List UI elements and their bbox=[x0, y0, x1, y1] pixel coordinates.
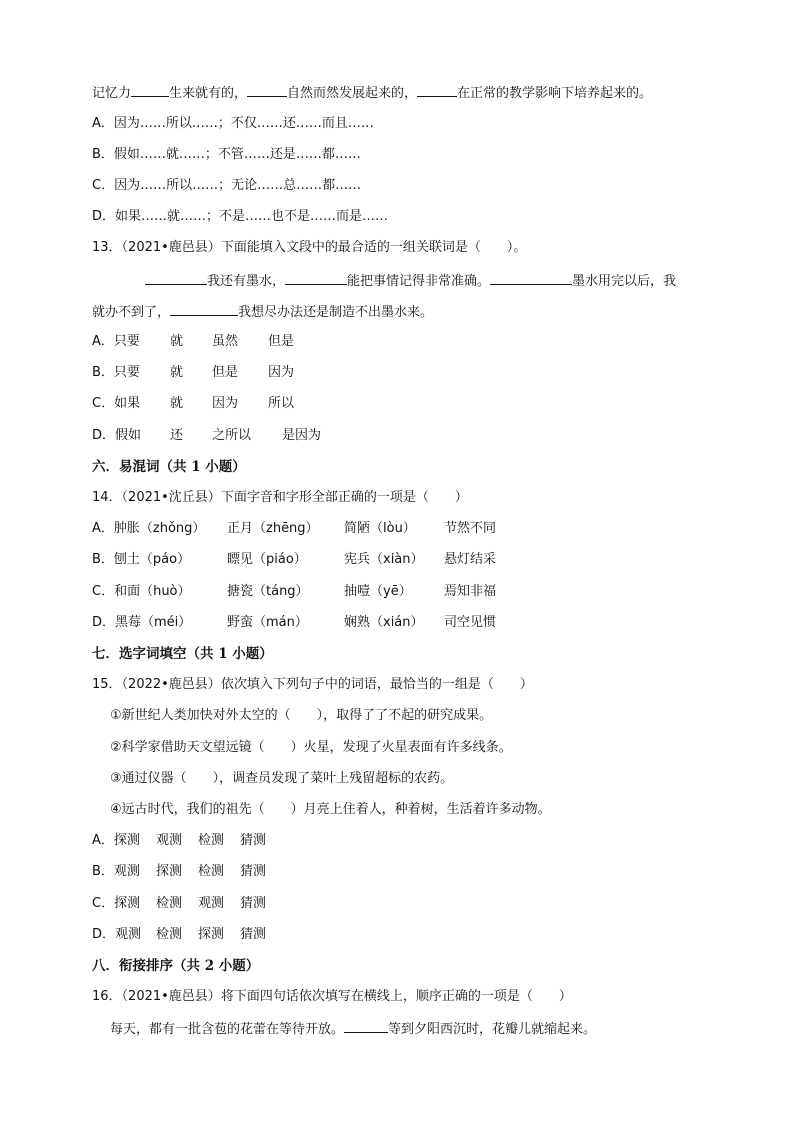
q13-passage-line-1 bbox=[145, 271, 676, 291]
option-word: 探测 bbox=[156, 864, 183, 879]
passage-text: 我还有墨水， bbox=[207, 274, 286, 289]
q13-header bbox=[92, 239, 526, 257]
question-number: 14． bbox=[92, 490, 122, 505]
question-prompt: 将下面四句话依次填写在横线上，顺序正确的一项是（ ） bbox=[220, 989, 572, 1004]
q15-sentence-4: ④远古时代，我们的祖先（ ）月亮上住着人，种着树，生活着许多动物。 bbox=[110, 802, 551, 817]
option-word: 观测 bbox=[156, 833, 183, 848]
answer-blank[interactable] bbox=[170, 302, 238, 316]
option-item: C．和面（huò） bbox=[92, 584, 191, 599]
option-word: 就 bbox=[170, 396, 184, 411]
question-source: （2021•鹿邑县） bbox=[121, 989, 221, 1004]
q14-header bbox=[92, 489, 468, 507]
q12-option-c[interactable]: C．因为……所以……；无论……总……都…… bbox=[92, 178, 362, 193]
option-item: B．刨土（páo） bbox=[92, 552, 191, 567]
passage-text: 等到夕阳西沉时，花瓣儿就缩起来。 bbox=[388, 1022, 597, 1037]
q12-stem-part: 在正常的教学影响下培养起来的。 bbox=[457, 86, 653, 101]
option-item: D．黑莓（méi） bbox=[92, 615, 192, 630]
option-word: B．只要 bbox=[92, 365, 140, 380]
q15-sentence-3: ③通过仪器（ ），调查员发现了菜叶上残留超标的农药。 bbox=[110, 771, 454, 786]
question-prompt: 下面字音和字形全部正确的一项是（ ） bbox=[220, 490, 468, 505]
option-item: 搪瓷（táng） bbox=[227, 584, 309, 599]
option-item: 娴熟（xián） bbox=[344, 615, 424, 630]
q12-option-b[interactable]: B．假如……就……；不管……还是……都…… bbox=[92, 147, 361, 162]
option-word: 因为 bbox=[268, 365, 295, 380]
question-source: （2021•沈丘县） bbox=[121, 490, 221, 505]
option-word: 但是 bbox=[268, 334, 295, 349]
answer-blank[interactable] bbox=[285, 271, 347, 285]
section-title-6: 六．易混词（共 1 小题） bbox=[92, 459, 246, 475]
section-title-8: 八．衔接排序（共 2 小题） bbox=[92, 958, 260, 974]
option-item: 野蛮（mán） bbox=[227, 615, 308, 630]
question-prompt: 依次填入下列句子中的词语，最恰当的一组是（ ） bbox=[220, 677, 533, 692]
option-word: A．只要 bbox=[92, 334, 140, 349]
option-word: 所以 bbox=[268, 396, 295, 411]
question-number: 15． bbox=[92, 677, 122, 692]
q15-sentence-1: ①新世纪人类加快对外太空的（ ），取得了了不起的研究成果。 bbox=[110, 708, 493, 723]
answer-blank[interactable] bbox=[131, 83, 169, 97]
q12-stem bbox=[92, 83, 652, 103]
answer-blank[interactable] bbox=[344, 1019, 388, 1033]
option-word: 检测 bbox=[156, 927, 183, 942]
q12-option-d[interactable]: D．如果……就……；不是……也不是……而是…… bbox=[92, 209, 389, 224]
q15-sentence-2: ②科学家借助天文望远镜（ ）火星，发现了火星表面有许多线条。 bbox=[110, 740, 512, 755]
answer-blank[interactable] bbox=[490, 271, 572, 285]
option-word: D．观测 bbox=[92, 927, 142, 942]
option-item: 瞟见（piáo） bbox=[227, 552, 307, 567]
answer-blank[interactable] bbox=[247, 83, 287, 97]
q16-passage bbox=[110, 1019, 596, 1039]
option-word: 但是 bbox=[212, 365, 239, 380]
option-word: B．观测 bbox=[92, 864, 140, 879]
passage-text: 每天，都有一批含苞的花蕾在等待开放。 bbox=[110, 1022, 345, 1037]
option-word: 检测 bbox=[198, 833, 225, 848]
q16-header bbox=[92, 988, 572, 1006]
option-item: 司空见惯 bbox=[444, 615, 497, 630]
option-word: 就 bbox=[170, 334, 184, 349]
option-item: 悬灯结采 bbox=[444, 552, 497, 567]
option-word: 观测 bbox=[198, 896, 225, 911]
question-source: （2021•鹿邑县） bbox=[121, 240, 221, 255]
passage-text: 墨水用完以后，我 bbox=[572, 274, 677, 289]
option-word: 就 bbox=[170, 365, 184, 380]
answer-blank[interactable] bbox=[145, 271, 207, 285]
option-item: 抽噎（yē） bbox=[344, 584, 412, 599]
q12-stem-part: 自然而然发展起来的， bbox=[287, 86, 418, 101]
option-item: 正月（zhēng） bbox=[227, 521, 319, 536]
option-word: 是因为 bbox=[282, 428, 322, 443]
option-item: 焉知非福 bbox=[444, 584, 497, 599]
answer-blank[interactable] bbox=[417, 83, 457, 97]
option-word: D．假如 bbox=[92, 428, 142, 443]
question-number: 16． bbox=[92, 989, 122, 1004]
option-word: C．探测 bbox=[92, 896, 141, 911]
option-item: A．肿胀（zhǒng） bbox=[92, 521, 206, 536]
option-item: 宪兵（xiàn） bbox=[344, 552, 424, 567]
q12-stem-part: 记忆力 bbox=[92, 86, 132, 101]
option-word: A．探测 bbox=[92, 833, 140, 848]
option-word: 猜测 bbox=[240, 833, 267, 848]
option-word: 还 bbox=[170, 428, 184, 443]
section-title-7: 七．选字词填空（共 1 小题） bbox=[92, 646, 273, 662]
q15-header bbox=[92, 676, 533, 694]
option-word: 猜测 bbox=[240, 864, 267, 879]
option-word: 检测 bbox=[156, 896, 183, 911]
question-prompt: 下面能填入文段中的最合适的一组关联词是（ ）。 bbox=[220, 240, 527, 255]
option-word: 检测 bbox=[198, 864, 225, 879]
q12-option-a[interactable]: A．因为……所以……；不仅……还……而且…… bbox=[92, 116, 374, 131]
passage-text: 能把事情记得非常准确。 bbox=[347, 274, 491, 289]
option-word: 之所以 bbox=[212, 428, 252, 443]
option-item: 简陋（lòu） bbox=[344, 521, 416, 536]
question-source: （2022•鹿邑县） bbox=[121, 677, 221, 692]
q13-passage-line-2 bbox=[92, 302, 433, 322]
option-word: 虽然 bbox=[212, 334, 239, 349]
question-number: 13． bbox=[92, 240, 122, 255]
option-word: 因为 bbox=[212, 396, 239, 411]
option-item: 节然不同 bbox=[444, 521, 497, 536]
passage-text: 就办不到了， bbox=[92, 305, 171, 320]
option-word: 探测 bbox=[198, 927, 225, 942]
option-word: C．如果 bbox=[92, 396, 141, 411]
option-word: 猜测 bbox=[240, 896, 267, 911]
passage-text: 我想尽办法还是制造不出墨水来。 bbox=[238, 305, 434, 320]
q12-stem-part: 生来就有的， bbox=[169, 86, 248, 101]
option-word: 猜测 bbox=[240, 927, 267, 942]
